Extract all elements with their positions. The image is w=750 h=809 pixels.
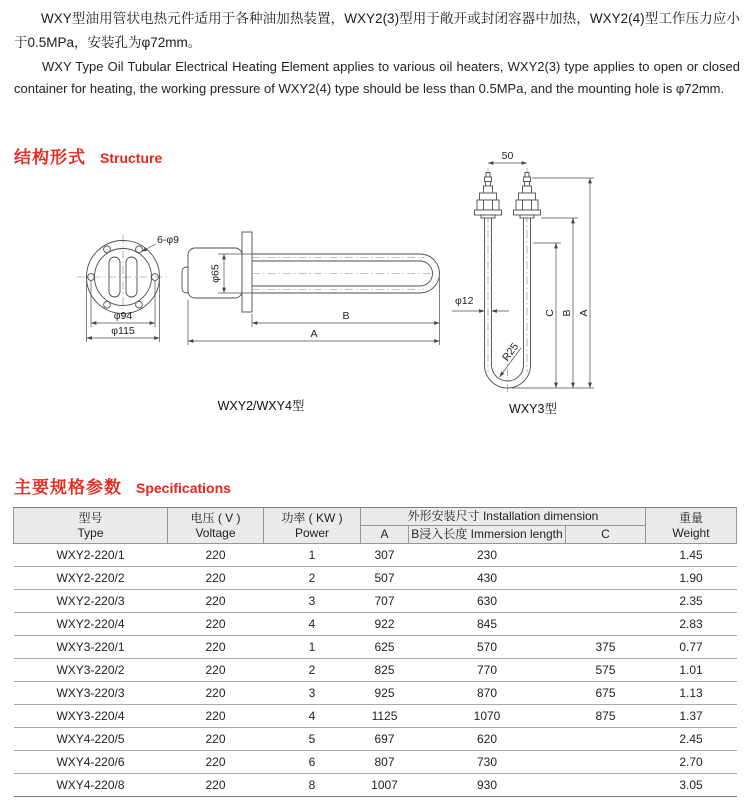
- cell-weight: 1.13: [646, 682, 737, 705]
- cell-weight: 2.70: [646, 751, 737, 774]
- wxy2-flange-front-view: [77, 234, 179, 342]
- cell-weight: 1.45: [646, 544, 737, 567]
- cell-weight: 2.45: [646, 728, 737, 751]
- specs-title-en: Specifications: [136, 480, 231, 496]
- cell-weight: 3.05: [646, 774, 737, 797]
- terminal-post: [514, 173, 541, 219]
- bolt-hole: [136, 246, 143, 253]
- cell-dim-c: 575: [566, 659, 646, 682]
- table-row: [14, 544, 737, 567]
- flange-od-label: φ115: [111, 325, 135, 337]
- table-row: [14, 682, 737, 705]
- cell-dim-b: 570: [409, 636, 566, 659]
- header-col-a: A: [361, 526, 409, 544]
- cell-voltage: 220: [168, 544, 264, 567]
- cell-power: 5: [264, 728, 361, 751]
- cell-power: 4: [264, 613, 361, 636]
- bolt-hole: [136, 301, 143, 308]
- cell-dim-a: 507: [361, 567, 409, 590]
- cell-weight: 1.90: [646, 567, 737, 590]
- cell-weight: 2.35: [646, 590, 737, 613]
- cell-dim-c: 875: [566, 705, 646, 728]
- dim-c-label: C: [544, 309, 556, 317]
- table-row: [14, 659, 737, 682]
- cell-type: WXY2-220/2: [14, 567, 168, 590]
- cell-dim-a: 1125: [361, 705, 409, 728]
- wxy2-wxy4-caption: WXY2/WXY4型: [217, 399, 305, 413]
- cell-power: 3: [264, 682, 361, 705]
- cell-power: 8: [264, 774, 361, 797]
- cell-power: 4: [264, 705, 361, 728]
- cell-dim-a: 625: [361, 636, 409, 659]
- cell-dim-c: [566, 590, 646, 613]
- cell-type: WXY4-220/5: [14, 728, 168, 751]
- table-row: [14, 613, 737, 636]
- cell-voltage: 220: [168, 659, 264, 682]
- cell-dim-a: 807: [361, 751, 409, 774]
- table-row: [14, 567, 737, 590]
- specs-section-title: [14, 473, 231, 498]
- cell-dim-b: 430: [409, 567, 566, 590]
- wxy3-diagram: [452, 150, 594, 416]
- cell-type: WXY2-220/3: [14, 590, 168, 613]
- cell-dim-c: [566, 774, 646, 797]
- cell-weight: 1.37: [646, 705, 737, 728]
- cell-type: WXY3-220/4: [14, 705, 168, 728]
- cell-type: WXY3-220/2: [14, 659, 168, 682]
- dim-a-label: A: [310, 328, 318, 340]
- cell-dim-c: [566, 544, 646, 567]
- wxy2-side-view: [182, 232, 440, 413]
- cell-dim-c: [566, 751, 646, 774]
- table-row: [14, 751, 737, 774]
- cell-power: 1: [264, 544, 361, 567]
- cell-dim-b: 870: [409, 682, 566, 705]
- cell-type: WXY2-220/1: [14, 544, 168, 567]
- bolt-hole: [104, 301, 111, 308]
- bend-radius-label: R25: [500, 340, 522, 364]
- cell-dim-a: 825: [361, 659, 409, 682]
- wxy3-caption: WXY3型: [509, 402, 557, 416]
- cell-voltage: 220: [168, 567, 264, 590]
- cell-dim-b: 630: [409, 590, 566, 613]
- cell-dim-a: 922: [361, 613, 409, 636]
- header-col-c: C: [566, 526, 646, 544]
- table-row: [14, 590, 737, 613]
- structure-diagrams: [0, 150, 750, 428]
- cell-power: 2: [264, 567, 361, 590]
- header-voltage-en: Voltage: [195, 525, 236, 540]
- specs-table-rows: [14, 544, 737, 797]
- header-type-en: Type: [77, 525, 104, 540]
- cell-dim-a: 707: [361, 590, 409, 613]
- header-weight-en: Weight: [672, 525, 710, 540]
- cell-type: WXY4-220/8: [14, 774, 168, 797]
- header-voltage: [168, 508, 264, 544]
- cell-power: 2: [264, 659, 361, 682]
- header-col-b: B浸入长度 Immersion length: [409, 526, 566, 544]
- cell-dim-a: 1007: [361, 774, 409, 797]
- structure-title-en: Structure: [100, 150, 163, 166]
- cell-weight: 1.01: [646, 659, 737, 682]
- header-voltage-zh: 电压 ( V ): [190, 510, 241, 525]
- cell-dim-b: 845: [409, 613, 566, 636]
- dim-a-label: A: [578, 309, 590, 317]
- cell-type: WXY2-220/4: [14, 613, 168, 636]
- specs-title-zh: 主要规格参数: [14, 478, 122, 497]
- cell-dim-c: [566, 728, 646, 751]
- cell-weight: 0.77: [646, 636, 737, 659]
- cell-dim-a: 307: [361, 544, 409, 567]
- specifications-table: [13, 507, 737, 797]
- cell-dim-b: 930: [409, 774, 566, 797]
- cell-dim-b: 1070: [409, 705, 566, 728]
- cell-voltage: 220: [168, 751, 264, 774]
- table-row: [14, 728, 737, 751]
- header-power: [264, 508, 361, 544]
- cell-dim-c: 675: [566, 682, 646, 705]
- cell-type: WXY3-220/1: [14, 636, 168, 659]
- header-type-zh: 型号: [78, 510, 103, 525]
- dim-b-label: B: [561, 309, 573, 317]
- bolt-holes-label: 6-φ9: [157, 234, 179, 246]
- table-row: [14, 705, 737, 728]
- cell-power: 3: [264, 590, 361, 613]
- header-installation-dimension: 外形安装尺寸 Installation dimension: [361, 508, 646, 526]
- cell-dim-b: 230: [409, 544, 566, 567]
- cell-dim-c: [566, 567, 646, 590]
- header-weight: [646, 508, 737, 544]
- cell-type: WXY4-220/6: [14, 751, 168, 774]
- header-type: [14, 508, 168, 544]
- table-row: [14, 774, 737, 797]
- bolt-circle-label: φ94: [113, 310, 133, 322]
- header-weight-zh: 重量: [678, 510, 703, 525]
- cell-voltage: 220: [168, 705, 264, 728]
- bundle-od-label: φ65: [209, 264, 222, 283]
- dim-b-label: B: [342, 310, 350, 322]
- cell-type: WXY3-220/3: [14, 682, 168, 705]
- cell-dim-b: 620: [409, 728, 566, 751]
- intro-paragraph-zh: WXY型油用管状电热元件适用于各种油加热装置，WXY2(3)型用于敞开或封闭容器中加热，WXY2(4)型工作压力应小于0.5MPa，安装孔为φ72mm。: [14, 11, 740, 50]
- cell-voltage: 220: [168, 636, 264, 659]
- pitch-label: 50: [501, 150, 514, 162]
- flange-plate: [242, 232, 252, 312]
- cell-weight: 2.83: [646, 613, 737, 636]
- structure-title-zh: 结构形式: [14, 148, 86, 167]
- cell-dim-c: 375: [566, 636, 646, 659]
- cell-voltage: 220: [168, 728, 264, 751]
- table-row: [14, 636, 737, 659]
- cell-dim-b: 730: [409, 751, 566, 774]
- cell-voltage: 220: [168, 774, 264, 797]
- cell-power: 6: [264, 751, 361, 774]
- header-power-zh: 功率 ( KW ): [281, 510, 343, 525]
- intro-paragraph-en: WXY Type Oil Tubular Electrical Heating Element applies to various oil heaters, WXY2(3) type applies to open or closed container for heating, the working pressure of WXY2(4) type should be less than 0.5MPa, and the mounting hole is φ72mm.: [14, 59, 740, 96]
- cell-power: 1: [264, 636, 361, 659]
- cell-dim-a: 925: [361, 682, 409, 705]
- cell-dim-a: 697: [361, 728, 409, 751]
- cell-dim-c: [566, 613, 646, 636]
- header-power-en: Power: [294, 525, 329, 540]
- cell-voltage: 220: [168, 682, 264, 705]
- terminal-post: [475, 173, 502, 219]
- cell-voltage: 220: [168, 590, 264, 613]
- cell-dim-b: 770: [409, 659, 566, 682]
- tube-od-label: φ12: [455, 295, 474, 307]
- cell-voltage: 220: [168, 613, 264, 636]
- bolt-hole: [104, 246, 111, 253]
